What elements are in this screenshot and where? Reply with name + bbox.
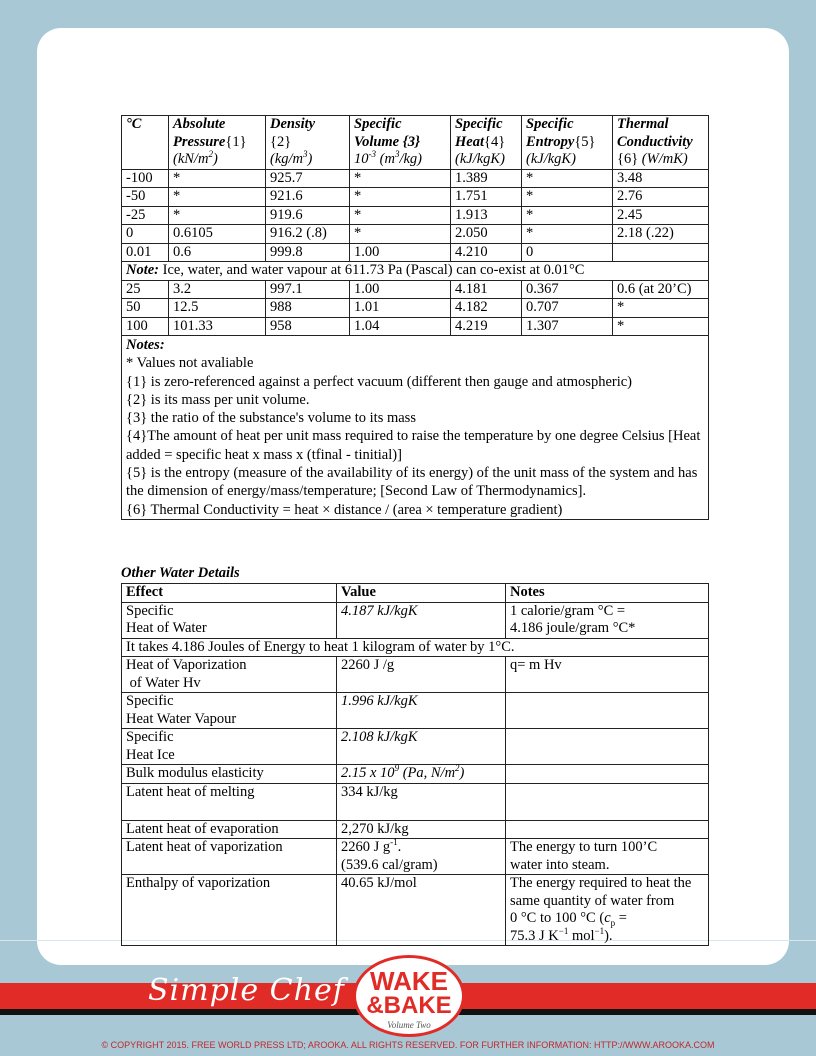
- table-cell: -25: [122, 206, 169, 225]
- cell-effect: Latent heat of melting: [122, 783, 337, 820]
- badge-subtitle: Volume Two: [387, 1020, 431, 1030]
- table-row: [122, 693, 709, 729]
- table-row: [122, 299, 709, 318]
- notes-row: [122, 336, 709, 520]
- table-cell: 0: [122, 225, 169, 244]
- table-cell: *: [350, 169, 451, 188]
- cell-value: 334 kJ/kg: [337, 783, 506, 820]
- header-value: Value: [337, 584, 506, 603]
- table-cell: 0.01: [122, 243, 169, 262]
- cell-effect: Specific Heat Water Vapour: [122, 693, 337, 729]
- rows-group-b: [122, 280, 709, 336]
- table-cell: 1.01: [350, 299, 451, 318]
- cell-value: 2260 J $g^{-1}$. (539.6 cal/gram): [337, 839, 506, 875]
- cell-value: 2.108 kJ/kgK: [337, 729, 506, 765]
- table-cell: 100: [122, 317, 169, 336]
- header-specific-entropy: Specific Entropy{5} (kJ/kgK): [522, 116, 613, 170]
- cell-notes: [506, 765, 709, 784]
- header-specific-volume: Specific Volume {3} $10^{-3}$ $(m^3/kg)$: [350, 116, 451, 170]
- span-cell: It takes 4.186 Joules of Energy to heat 1 kilogram of water by 1°C.: [122, 638, 709, 657]
- table-cell: -100: [122, 169, 169, 188]
- header-density: Density {2} $(kg/m^3)$: [266, 116, 350, 170]
- cell-notes: 1 calorie/gram °C = 4.186 joule/gram °C*: [506, 602, 709, 638]
- table-row: [122, 243, 709, 262]
- table-row: [122, 875, 709, 946]
- table-row: [122, 602, 709, 638]
- table-cell: 2.18 (.22): [613, 225, 709, 244]
- note-line: {4}The amount of heat per unit mass required to raise the temperature by one degree Celsius [Heat added = specific heat x mass x (tfinal - tinitial)]: [126, 428, 701, 463]
- table-cell: 1.913: [451, 206, 522, 225]
- table-cell: 958: [266, 317, 350, 336]
- header-celsius: °C: [122, 116, 169, 170]
- table-cell: 1.00: [350, 243, 451, 262]
- table-row: [122, 765, 709, 784]
- rows-group-a: [122, 169, 709, 262]
- table-cell: *: [522, 225, 613, 244]
- table-cell: 25: [122, 280, 169, 299]
- table-cell: *: [613, 317, 709, 336]
- table-row: [122, 206, 709, 225]
- table-cell: 921.6: [266, 188, 350, 207]
- cell-effect: Bulk modulus elasticity: [122, 765, 337, 784]
- table-cell: 2.76: [613, 188, 709, 207]
- table-row: [122, 820, 709, 839]
- table-row: [122, 225, 709, 244]
- table-row: [122, 169, 709, 188]
- table-cell: 50: [122, 299, 169, 318]
- wake-bake-badge: [353, 955, 465, 1037]
- table-cell: 0.6: [169, 243, 266, 262]
- table-cell: *: [350, 225, 451, 244]
- table-cell: *: [169, 169, 266, 188]
- table-cell: 12.5: [169, 299, 266, 318]
- table-row: [122, 839, 709, 875]
- table-header-row: [122, 584, 709, 603]
- table-cell: 2.050: [451, 225, 522, 244]
- header-absolute-pressure: Absolute Pressure{1} $(kN/m^2)$: [169, 116, 266, 170]
- cell-effect: Latent heat of evaporation: [122, 820, 337, 839]
- badge-title-line2: &BAKE: [366, 992, 452, 1019]
- table-cell: 999.8: [266, 243, 350, 262]
- table-cell: 2.45: [613, 206, 709, 225]
- table-cell: 0.6105: [169, 225, 266, 244]
- note-line: {1} is zero-referenced against a perfect vacuum (different then gauge and atmospheric): [126, 373, 633, 390]
- header-notes: Notes: [506, 584, 709, 603]
- table-cell: 925.7: [266, 169, 350, 188]
- notes-cell: Notes: * Values not avaliable {1} is zero-referenced against a perfect vacuum (different then gauge and atmospheric) {2} is its mass per unit volume. {3} the ratio of the substance's volume to its mass {4}The amount of heat per unit mass required to raise the temperature by one degree Celsius [Heat added = specific heat x mass x (tfinal - tinitial)] {5} is the entropy (measure of the availability of its energy) of the unit mass of the system and has the dimension of energy/mass/temperature; [Second Law of Thermodynamics]. {6} Thermal Conductivity = heat × distance / (area × temperature gradient): [122, 336, 709, 520]
- table-cell: 0.6 (at 20’C): [613, 280, 709, 299]
- water-properties-table: [121, 115, 709, 520]
- table-cell: 4.181: [451, 280, 522, 299]
- header-thermal-conductivity: Thermal Conductivity {6} (W/mK): [613, 116, 709, 170]
- table-row: [122, 280, 709, 299]
- header-specific-heat: Specific Heat{4} (kJ/kgK): [451, 116, 522, 170]
- table-cell: *: [350, 206, 451, 225]
- table-cell: 0.707: [522, 299, 613, 318]
- table-cell: *: [522, 188, 613, 207]
- table-row: [122, 657, 709, 693]
- table-row: [122, 188, 709, 207]
- simple-chef-logo: Simple Chef: [148, 973, 345, 1008]
- table-row: [122, 638, 709, 657]
- table-cell: -50: [122, 188, 169, 207]
- table-cell: 997.1: [266, 280, 350, 299]
- cell-notes: [506, 820, 709, 839]
- table-cell: 3.2: [169, 280, 266, 299]
- table-cell: 1.389: [451, 169, 522, 188]
- cell-notes: [506, 693, 709, 729]
- section-title: Other Water Details: [121, 565, 240, 581]
- header-effect: Effect: [122, 584, 337, 603]
- table-row: [122, 317, 709, 336]
- table-cell: 101.33: [169, 317, 266, 336]
- table-cell: *: [613, 299, 709, 318]
- table-cell: 4.219: [451, 317, 522, 336]
- cell-value: 2.15 x $10^9$ (Pa, $N/m^2$): [337, 765, 506, 784]
- table-cell: 1.00: [350, 280, 451, 299]
- cell-effect: Latent heat of vaporization: [122, 839, 337, 875]
- cell-effect: Heat of Vaporization of Water Hv: [122, 657, 337, 693]
- table-cell: *: [522, 206, 613, 225]
- cell-effect: Enthalpy of vaporization: [122, 875, 337, 946]
- other-water-details-table: [121, 583, 709, 946]
- table-cell: 988: [266, 299, 350, 318]
- note-line: {5} is the entropy (measure of the availability of its energy) of the unit mass of the system and has the dimension of energy/mass/temperature; [Second Law of Thermodynamics].: [126, 465, 698, 500]
- note-row: [122, 262, 709, 281]
- table-cell: 919.6: [266, 206, 350, 225]
- table-row: [122, 783, 709, 820]
- table-cell: 916.2 (.8): [266, 225, 350, 244]
- table-cell: *: [169, 206, 266, 225]
- note-line: {2} is its mass per unit volume.: [126, 391, 310, 408]
- cell-notes: [506, 729, 709, 765]
- note-line: * Values not avaliable: [126, 355, 254, 372]
- table-cell: 1.751: [451, 188, 522, 207]
- table-cell: *: [350, 188, 451, 207]
- table-cell: *: [169, 188, 266, 207]
- table-cell: 0.367: [522, 280, 613, 299]
- table-cell: 1.307: [522, 317, 613, 336]
- table-header-row: [122, 116, 709, 170]
- cell-effect: Specific Heat Ice: [122, 729, 337, 765]
- badge-title-line1: WAKE: [370, 966, 448, 996]
- cell-value: 40.65 kJ/mol: [337, 875, 506, 946]
- table-row: [122, 729, 709, 765]
- cell-value: 2260 J /g: [337, 657, 506, 693]
- note-cell: Note: Ice, water, and water vapour at 611.73 Pa (Pascal) can co-exist at 0.01°C: [122, 262, 709, 281]
- cell-notes: The energy to turn 100’C water into steam.: [506, 839, 709, 875]
- table-cell: [613, 243, 709, 262]
- table-cell: 0: [522, 243, 613, 262]
- cell-value: 2,270 kJ/kg: [337, 820, 506, 839]
- cell-value: 4.187 kJ/kgK: [337, 602, 506, 638]
- note-line: {3} the ratio of the substance's volume to its mass: [126, 410, 416, 427]
- cell-effect: Specific Heat of Water: [122, 602, 337, 638]
- copyright-text: © COPYRIGHT 2015. FREE WORLD PRESS LTD; AROOKA. ALL RIGHTS RESERVED. FOR FURTHER INFORMATION: HTTP://WWW.AROOKA.COM: [101, 1040, 715, 1050]
- table-cell: 4.182: [451, 299, 522, 318]
- table-cell: 1.04: [350, 317, 451, 336]
- table-cell: 4.210: [451, 243, 522, 262]
- table-cell: 3.48: [613, 169, 709, 188]
- note-line: {6} Thermal Conductivity = heat × distance / (area × temperature gradient): [126, 501, 563, 518]
- table-cell: *: [522, 169, 613, 188]
- cell-notes: [506, 783, 709, 820]
- cell-notes: The energy required to heat the same quantity of water from 0 °C to 100 °C ($c_p$ = 75.3 J $K^{-1}$ mol$^{-1}$).: [506, 875, 709, 946]
- cell-notes: q= m Hv: [506, 657, 709, 693]
- cell-value: 1.996 kJ/kgK: [337, 693, 506, 729]
